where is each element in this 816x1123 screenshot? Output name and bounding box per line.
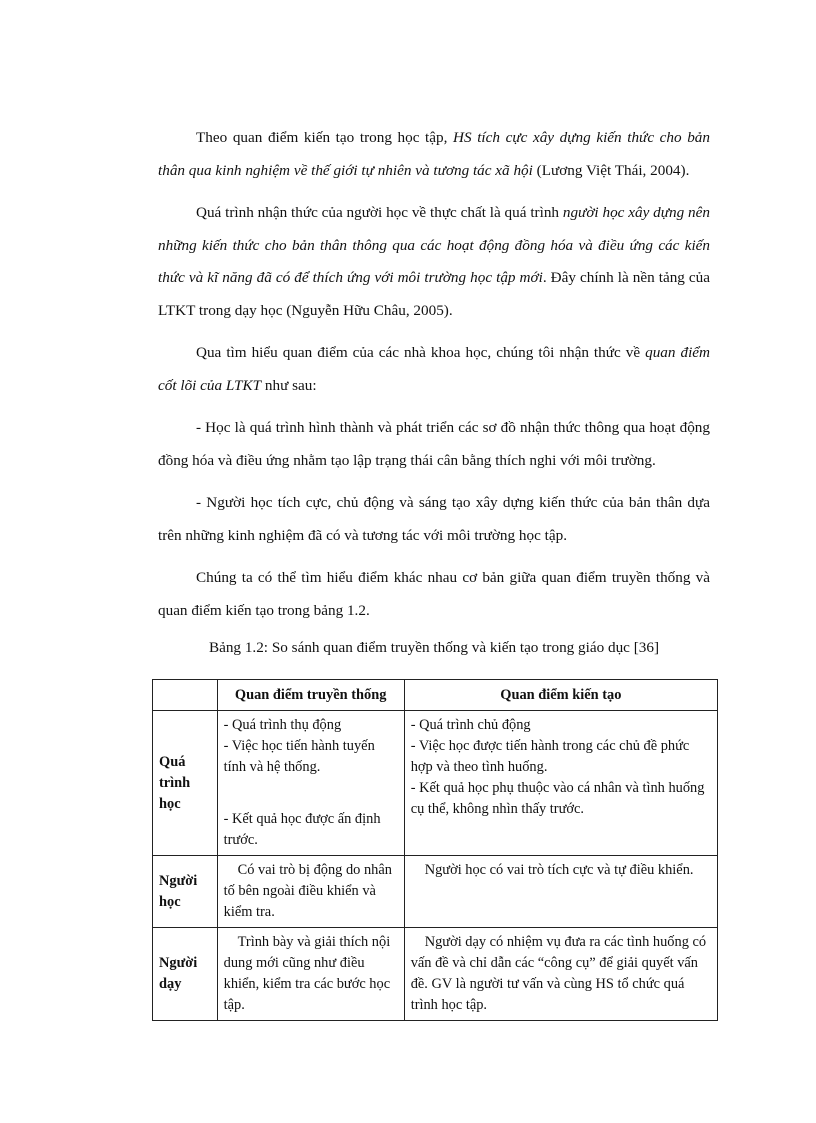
list-item: - Kết quả học được ấn định trước. — [223, 811, 381, 848]
cell-traditional: Trình bày và giải thích nội dung mới cũng như điều khiển, kiểm tra các bước học tập. — [217, 928, 404, 1021]
table-row — [153, 856, 718, 928]
comparison-table — [152, 679, 718, 1021]
italic-text: quan điểm cốt lõi của LTKT — [158, 344, 711, 394]
list-item: - Kết quả học phụ thuộc vào cá nhân và tình huống cụ thể, không nhìn thấy trước. — [410, 780, 705, 817]
table-row — [153, 928, 718, 1021]
document-body — [158, 122, 710, 661]
paragraph-1 — [158, 122, 710, 187]
text: Quá trình nhận thức của người học về thực chất là quá trình — [196, 204, 563, 221]
italic-text: người học xây dựng nên những kiến thức cho bản thân thông qua các hoạt động đồng hóa và điều ứng các kiến thức và kĩ năng đã có để thích ứng với môi trường học tập mới — [158, 204, 710, 286]
table-row — [153, 711, 718, 856]
list-item: - Việc học tiến hành tuyến tính và hệ thống. — [223, 738, 375, 775]
cell-traditional: Có vai trò bị động do nhân tố bên ngoài điều khiển và kiểm tra. — [217, 856, 404, 928]
header-constructivist: Quan điểm kiến tạo — [404, 680, 717, 711]
italic-text: HS tích cực xây dựng kiến thức cho bản thân qua kinh nghiệm về thế giới tự nhiên và tương tác xã hội — [158, 129, 710, 179]
table-caption: Bảng 1.2: So sánh quan điểm truyền thống và kiến tạo trong giáo dục [36] — [208, 639, 660, 656]
table-header-row — [153, 680, 718, 711]
text: (Lương Việt Thái, 2004). — [532, 161, 690, 179]
bullet-1: - Học là quá trình hình thành và phát triển các sơ đồ nhận thức thông qua hoạt động đồng hóa và điều ứng nhằm tạo lập trạng thái cân bằng thích nghi với môi trường. — [158, 419, 710, 469]
list-item: - Việc học được tiến hành trong các chủ đề phức hợp và theo tình huống. — [410, 738, 690, 775]
row-label-teacher: Người dạy — [153, 928, 218, 1021]
row-label-learning-process: Quá trình học — [153, 711, 218, 856]
cell-constructivist: Người học có vai trò tích cực và tự điều khiển. — [404, 856, 717, 928]
header-empty — [153, 680, 218, 711]
cell-constructivist — [404, 711, 717, 856]
row-label-learner: Người học — [153, 856, 218, 928]
list-item: - Quá trình chủ động — [410, 717, 531, 733]
text: Qua tìm hiểu quan điểm của các nhà khoa học, chúng tôi nhận thức về — [196, 344, 646, 361]
list-item: - Quá trình thụ động — [223, 717, 342, 733]
paragraph-4: Chúng ta có thể tìm hiểu điểm khác nhau cơ bản giữa quan điểm truyền thống và quan điểm kiến tạo trong bảng 1.2. — [158, 569, 710, 619]
cell-traditional — [217, 711, 404, 856]
text: Theo quan điểm kiến tạo trong học tập, — [196, 129, 454, 146]
bullet-2: - Người học tích cực, chủ động và sáng tạo xây dựng kiến thức của bản thân dựa trên những kinh nghiệm đã có và tương tác với môi trường học tập. — [158, 494, 710, 544]
cell-constructivist: Người dạy có nhiệm vụ đưa ra các tình huống có vấn đề và chỉ dẫn các “công cụ” để giải quyết vấn đề. GV là người tư vấn và cùng HS tổ chức quá trình học tập. — [404, 928, 717, 1021]
paragraph-2 — [158, 197, 710, 327]
header-traditional: Quan điểm truyền thống — [217, 680, 404, 711]
text: như sau: — [261, 376, 317, 394]
paragraph-3 — [158, 337, 710, 402]
text: . Đây chính là nền tảng của LTKT trong dạy học (Nguyễn Hữu Châu, 2005). — [158, 269, 710, 319]
